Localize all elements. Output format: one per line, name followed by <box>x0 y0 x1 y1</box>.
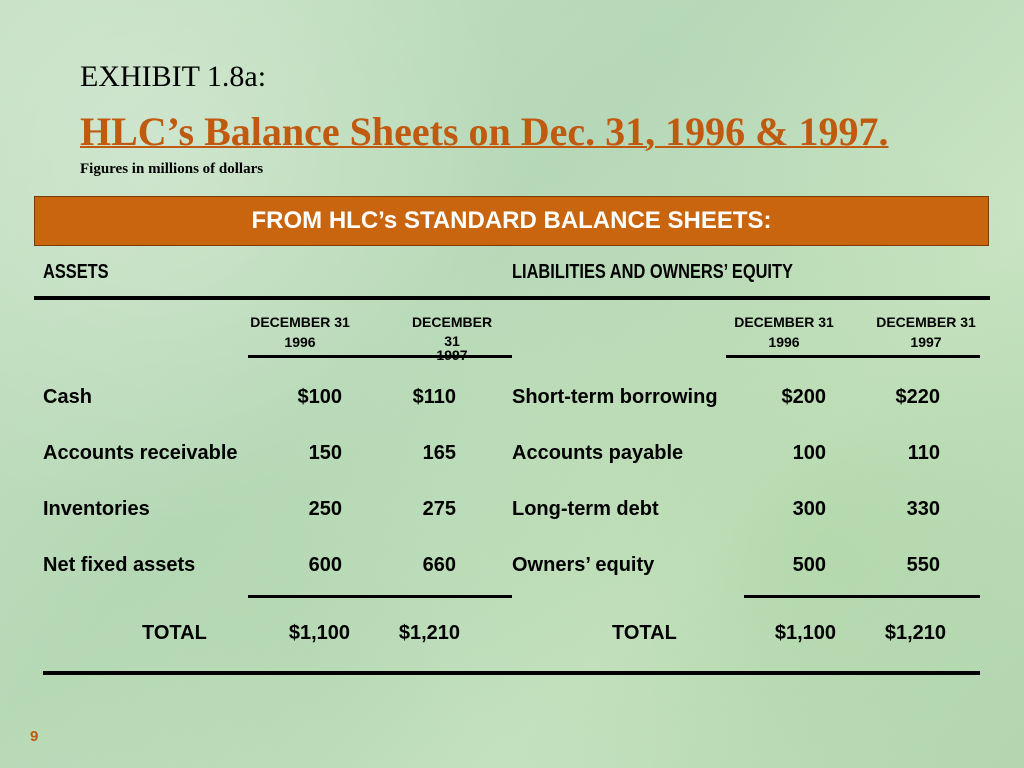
asset-label: Accounts receivable <box>43 442 238 464</box>
asset-label: Inventories <box>43 498 150 520</box>
bottom-rule <box>43 671 980 675</box>
liability-label: Accounts payable <box>512 442 684 464</box>
assets-subtotal-rule <box>248 595 512 598</box>
col-header-line: DECEMBER <box>411 314 493 330</box>
col-header-line: DECEMBER 31 <box>734 314 834 330</box>
assets-header-rule <box>248 355 512 358</box>
liabilities-heading: LIABILITIES AND OWNERS’ EQUITY <box>512 261 793 283</box>
asset-value-1996: 600 <box>308 554 342 576</box>
liab-total-1997: $1,210 <box>884 622 946 644</box>
assets-total-1996: $1,100 <box>288 622 350 644</box>
assets-total-1997: $1,210 <box>398 622 460 644</box>
col-header-line: 1997 <box>910 334 942 350</box>
assets-total-label: TOTAL <box>142 622 207 644</box>
asset-value-1997: 165 <box>422 442 456 464</box>
asset-value-1996: 150 <box>308 442 342 464</box>
assets-col-1997-header <box>392 312 512 360</box>
liability-value-1997: 550 <box>906 554 940 576</box>
liab-total-label: TOTAL <box>612 622 677 644</box>
asset-value-1996: 250 <box>308 498 342 520</box>
liab-total-1996: $1,100 <box>774 622 836 644</box>
col-header-line: DECEMBER 31 <box>876 314 976 330</box>
liability-value-1996: 100 <box>792 442 826 464</box>
liab-col-1997-header <box>858 312 994 352</box>
subtitle: Figures in millions of dollars <box>80 161 264 177</box>
liability-label: Short-term borrowing <box>512 386 718 408</box>
liability-value-1996: 500 <box>792 554 826 576</box>
top-rule <box>34 296 990 300</box>
col-header-line: DECEMBER 31 <box>250 314 350 330</box>
col-header-line: 1996 <box>284 334 316 350</box>
col-header-line: 31 <box>444 333 460 349</box>
liability-value-1997: 330 <box>906 498 940 520</box>
asset-value-1996: $100 <box>297 386 342 408</box>
liability-value-1996: $200 <box>781 386 826 408</box>
liability-label: Long-term debt <box>512 498 659 520</box>
liability-value-1997: 110 <box>907 442 940 464</box>
asset-value-1997: 660 <box>422 554 456 576</box>
section-banner: FROM HLC’s STANDARD BALANCE SHEETS: <box>34 196 989 246</box>
asset-value-1997: 275 <box>422 498 456 520</box>
liab-subtotal-rule <box>744 595 980 598</box>
exhibit-label: EXHIBIT 1.8a: <box>80 60 267 93</box>
liability-value-1996: 300 <box>792 498 826 520</box>
liability-value-1997: $220 <box>895 386 940 408</box>
col-header-line: 1996 <box>768 334 800 350</box>
slide-title: HLC’s Balance Sheets on Dec. 31, 1996 & 1997. <box>80 109 889 154</box>
assets-heading: ASSETS <box>43 261 109 283</box>
liability-label: Owners’ equity <box>512 554 655 576</box>
liab-col-1996-header <box>716 312 852 352</box>
asset-value-1997: $110 <box>412 386 456 408</box>
liab-header-rule <box>726 355 980 358</box>
assets-col-1996-header <box>232 312 368 352</box>
asset-label: Net fixed assets <box>43 554 196 576</box>
asset-label: Cash <box>43 386 92 408</box>
page-number: 9 <box>30 728 39 745</box>
